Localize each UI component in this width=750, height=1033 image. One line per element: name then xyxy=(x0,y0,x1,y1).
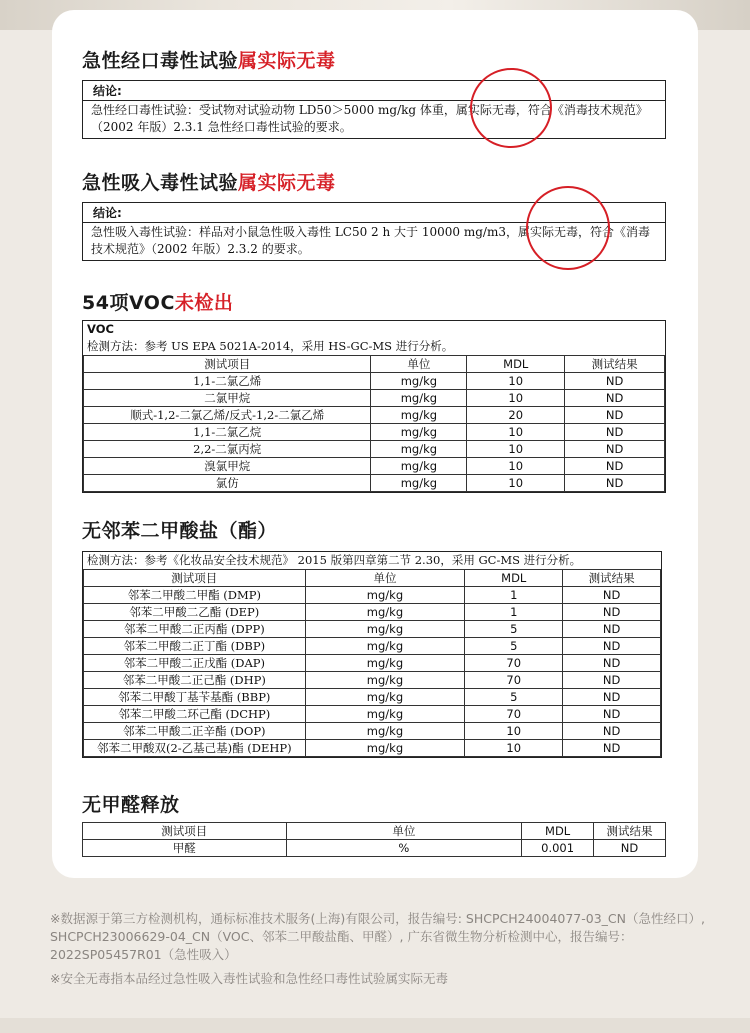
phthalate-cell: 邻苯二甲酸二正戊酯 (DAP) xyxy=(84,655,306,672)
voc-row xyxy=(84,390,665,407)
phthalate-cell: ND xyxy=(563,587,661,604)
inhale-conclusion-label: 结论: xyxy=(83,203,665,223)
voc-header-cell: MDL xyxy=(467,356,565,373)
voc-row xyxy=(84,373,665,390)
voc-row xyxy=(84,407,665,424)
voc-cell: ND xyxy=(565,407,665,424)
voc-header-row xyxy=(84,356,665,373)
phthalate-header-cell: 测试项目 xyxy=(84,570,306,587)
oral-conclusion-text: 急性经口毒性试验：受试物对试验动物 LD50＞5000 mg/kg 体重，属实际无毒，符合《消毒技术规范》（2002 年版）2.3.1 急性经口毒性试验的要求。 xyxy=(91,103,648,134)
phthalate-cell: ND xyxy=(563,723,661,740)
phthalate-cell: 邻苯二甲酸二乙酯 (DEP) xyxy=(84,604,306,621)
inhale-toxicity-title xyxy=(82,168,336,195)
phthalate-cell: ND xyxy=(563,638,661,655)
phthalate-cell: ND xyxy=(563,689,661,706)
phthalate-row xyxy=(84,740,661,757)
phthalate-table xyxy=(83,569,661,757)
phthalate-row xyxy=(84,587,661,604)
voc-cell: mg/kg xyxy=(371,373,467,390)
formaldehyde-header-cell: 测试项目 xyxy=(83,823,287,840)
phthalate-cell: 邻苯二甲酸二环己酯 (DCHP) xyxy=(84,706,306,723)
voc-cell: 氯仿 xyxy=(84,475,371,492)
formaldehyde-header-cell: MDL xyxy=(522,823,594,840)
oral-title-highlight: 属实际无毒 xyxy=(238,50,336,72)
formaldehyde-header-row xyxy=(83,823,666,840)
phthalate-row xyxy=(84,672,661,689)
voc-cell: ND xyxy=(565,373,665,390)
phthalate-cell: mg/kg xyxy=(305,672,465,689)
voc-cell: mg/kg xyxy=(371,458,467,475)
phthalate-row xyxy=(84,638,661,655)
phthalate-cell: 邻苯二甲酸二正丙酯 (DPP) xyxy=(84,621,306,638)
voc-cell: mg/kg xyxy=(371,390,467,407)
phthalate-cell: 5 xyxy=(465,621,563,638)
voc-label: VOC xyxy=(87,322,114,336)
voc-cell: 10 xyxy=(467,390,565,407)
phthalate-header-cell: 测试结果 xyxy=(563,570,661,587)
phthalate-cell: ND xyxy=(563,604,661,621)
phthalate-row xyxy=(84,604,661,621)
voc-row xyxy=(84,424,665,441)
phthalate-row xyxy=(84,621,661,638)
phthalate-row xyxy=(84,689,661,706)
voc-table xyxy=(83,355,665,492)
formaldehyde-table xyxy=(82,822,666,857)
oral-conclusion-label: 结论: xyxy=(83,81,665,101)
formaldehyde-cell: 0.001 xyxy=(522,840,594,857)
phthalate-cell: 5 xyxy=(465,689,563,706)
phthalate-cell: 邻苯二甲酸丁基苄基酯 (BBP) xyxy=(84,689,306,706)
voc-cell: 10 xyxy=(467,424,565,441)
footnote-source: ※数据源于第三方检测机构，通标标准技术服务(上海)有限公司，报告编号: SHCPCH24004077-03_CN（急性经口）, SHCPCH23006629-04_CN（VOC、邻苯二甲酸盐酯、甲醛）, 广东省微生物分析检测中心，报告编号：2022SP05457R01（急性吸入） xyxy=(50,911,705,962)
phthalate-method: 检测方法：参考《化妆品安全技术规范》 2015 版第四章第二节 2.30，采用 GC-MS 进行分析。 xyxy=(87,553,582,567)
phthalate-table-box xyxy=(82,551,662,758)
phthalate-header-cell: 单位 xyxy=(305,570,465,587)
voc-cell: 1,1-二氯乙烯 xyxy=(84,373,371,390)
formaldehyde-row xyxy=(83,840,666,857)
phthalate-cell: ND xyxy=(563,621,661,638)
footnote-safety: ※安全无毒指本品经过急性吸入毒性试验和急性经口毒性试验属实际无毒 xyxy=(50,971,448,986)
voc-cell: 10 xyxy=(467,458,565,475)
voc-title-highlight: 未检出 xyxy=(174,292,234,314)
phthalate-cell: 邻苯二甲酸二正丁酯 (DBP) xyxy=(84,638,306,655)
phthalate-cell: mg/kg xyxy=(305,604,465,621)
oral-toxicity-title xyxy=(82,46,336,73)
formaldehyde-header-cell: 单位 xyxy=(286,823,522,840)
voc-cell: 1,1-二氯乙烷 xyxy=(84,424,371,441)
phthalate-cell: mg/kg xyxy=(305,638,465,655)
phthalate-cell: mg/kg xyxy=(305,689,465,706)
voc-cell: 10 xyxy=(467,373,565,390)
voc-cell: 2,2-二氯丙烷 xyxy=(84,441,371,458)
voc-cell: ND xyxy=(565,390,665,407)
phthalate-row xyxy=(84,655,661,672)
phthalate-cell: mg/kg xyxy=(305,655,465,672)
phthalate-cell: mg/kg xyxy=(305,723,465,740)
voc-cell: ND xyxy=(565,441,665,458)
voc-cell: mg/kg xyxy=(371,407,467,424)
phthalate-cell: 70 xyxy=(465,706,563,723)
phthalate-row xyxy=(84,723,661,740)
phthalate-header-cell: MDL xyxy=(465,570,563,587)
oral-conclusion-box xyxy=(82,80,666,139)
phthalate-cell: mg/kg xyxy=(305,587,465,604)
voc-cell: ND xyxy=(565,424,665,441)
phthalate-cell: 1 xyxy=(465,587,563,604)
phthalate-cell: 10 xyxy=(465,723,563,740)
voc-cell: 10 xyxy=(467,441,565,458)
phthalate-cell: 70 xyxy=(465,655,563,672)
voc-table-box xyxy=(82,320,666,493)
voc-cell: mg/kg xyxy=(371,475,467,492)
phthalate-cell: ND xyxy=(563,706,661,723)
voc-header-cell: 测试结果 xyxy=(565,356,665,373)
phthalate-header-row xyxy=(84,570,661,587)
voc-cell: 二氯甲烷 xyxy=(84,390,371,407)
formaldehyde-header-cell: 测试结果 xyxy=(594,823,666,840)
phthalate-cell: 10 xyxy=(465,740,563,757)
phthalate-cell: 70 xyxy=(465,672,563,689)
phthalate-cell: ND xyxy=(563,740,661,757)
voc-cell: 20 xyxy=(467,407,565,424)
voc-cell: 顺式-1,2-二氯乙烯/反式-1,2-二氯乙烯 xyxy=(84,407,371,424)
voc-header-cell: 单位 xyxy=(371,356,467,373)
voc-row xyxy=(84,475,665,492)
phthalate-cell: ND xyxy=(563,672,661,689)
phthalate-cell: 邻苯二甲酸双(2-乙基己基)酯 (DEHP) xyxy=(84,740,306,757)
voc-cell: ND xyxy=(565,475,665,492)
phthalate-cell: 邻苯二甲酸二正辛酯 (DOP) xyxy=(84,723,306,740)
formaldehyde-cell: % xyxy=(286,840,522,857)
inhale-title-text: 急性吸入毒性试验 xyxy=(82,172,239,194)
inhale-conclusion-text: 急性吸入毒性试验：样品对小鼠急性吸入毒性 LC50 2 h 大于 10000 mg/m3，属实际无毒，符合《消毒技术规范》（2002 年版）2.3.2 的要求。 xyxy=(91,225,650,256)
voc-cell: mg/kg xyxy=(371,441,467,458)
oral-title-text: 急性经口毒性试验 xyxy=(82,50,239,72)
voc-title xyxy=(82,288,233,315)
phthalate-cell: mg/kg xyxy=(305,740,465,757)
formaldehyde-cell: ND xyxy=(594,840,666,857)
phthalate-cell: mg/kg xyxy=(305,706,465,723)
formaldehyde-cell: 甲醛 xyxy=(83,840,287,857)
phthalate-row xyxy=(84,706,661,723)
phthalate-cell: mg/kg xyxy=(305,621,465,638)
voc-cell: 10 xyxy=(467,475,565,492)
phthalate-title: 无邻苯二甲酸盐（酯） xyxy=(82,520,278,542)
phthalate-cell: 5 xyxy=(465,638,563,655)
phthalate-cell: 邻苯二甲酸二正己酯 (DHP) xyxy=(84,672,306,689)
bottom-decor-bar xyxy=(0,1018,750,1033)
formaldehyde-title: 无甲醛释放 xyxy=(82,794,180,816)
voc-cell: mg/kg xyxy=(371,424,467,441)
voc-cell: ND xyxy=(565,458,665,475)
voc-cell: 溴氯甲烷 xyxy=(84,458,371,475)
phthalate-cell: ND xyxy=(563,655,661,672)
voc-header-cell: 测试项目 xyxy=(84,356,371,373)
phthalate-cell: 邻苯二甲酸二甲酯 (DMP) xyxy=(84,587,306,604)
phthalate-cell: 1 xyxy=(465,604,563,621)
voc-row xyxy=(84,441,665,458)
inhale-title-highlight: 属实际无毒 xyxy=(238,172,336,194)
voc-row xyxy=(84,458,665,475)
voc-method: 检测方法：参考 US EPA 5021A-2014，采用 HS-GC-MS 进行分析。 xyxy=(87,339,454,353)
voc-title-text: 54项VOC xyxy=(82,292,175,314)
